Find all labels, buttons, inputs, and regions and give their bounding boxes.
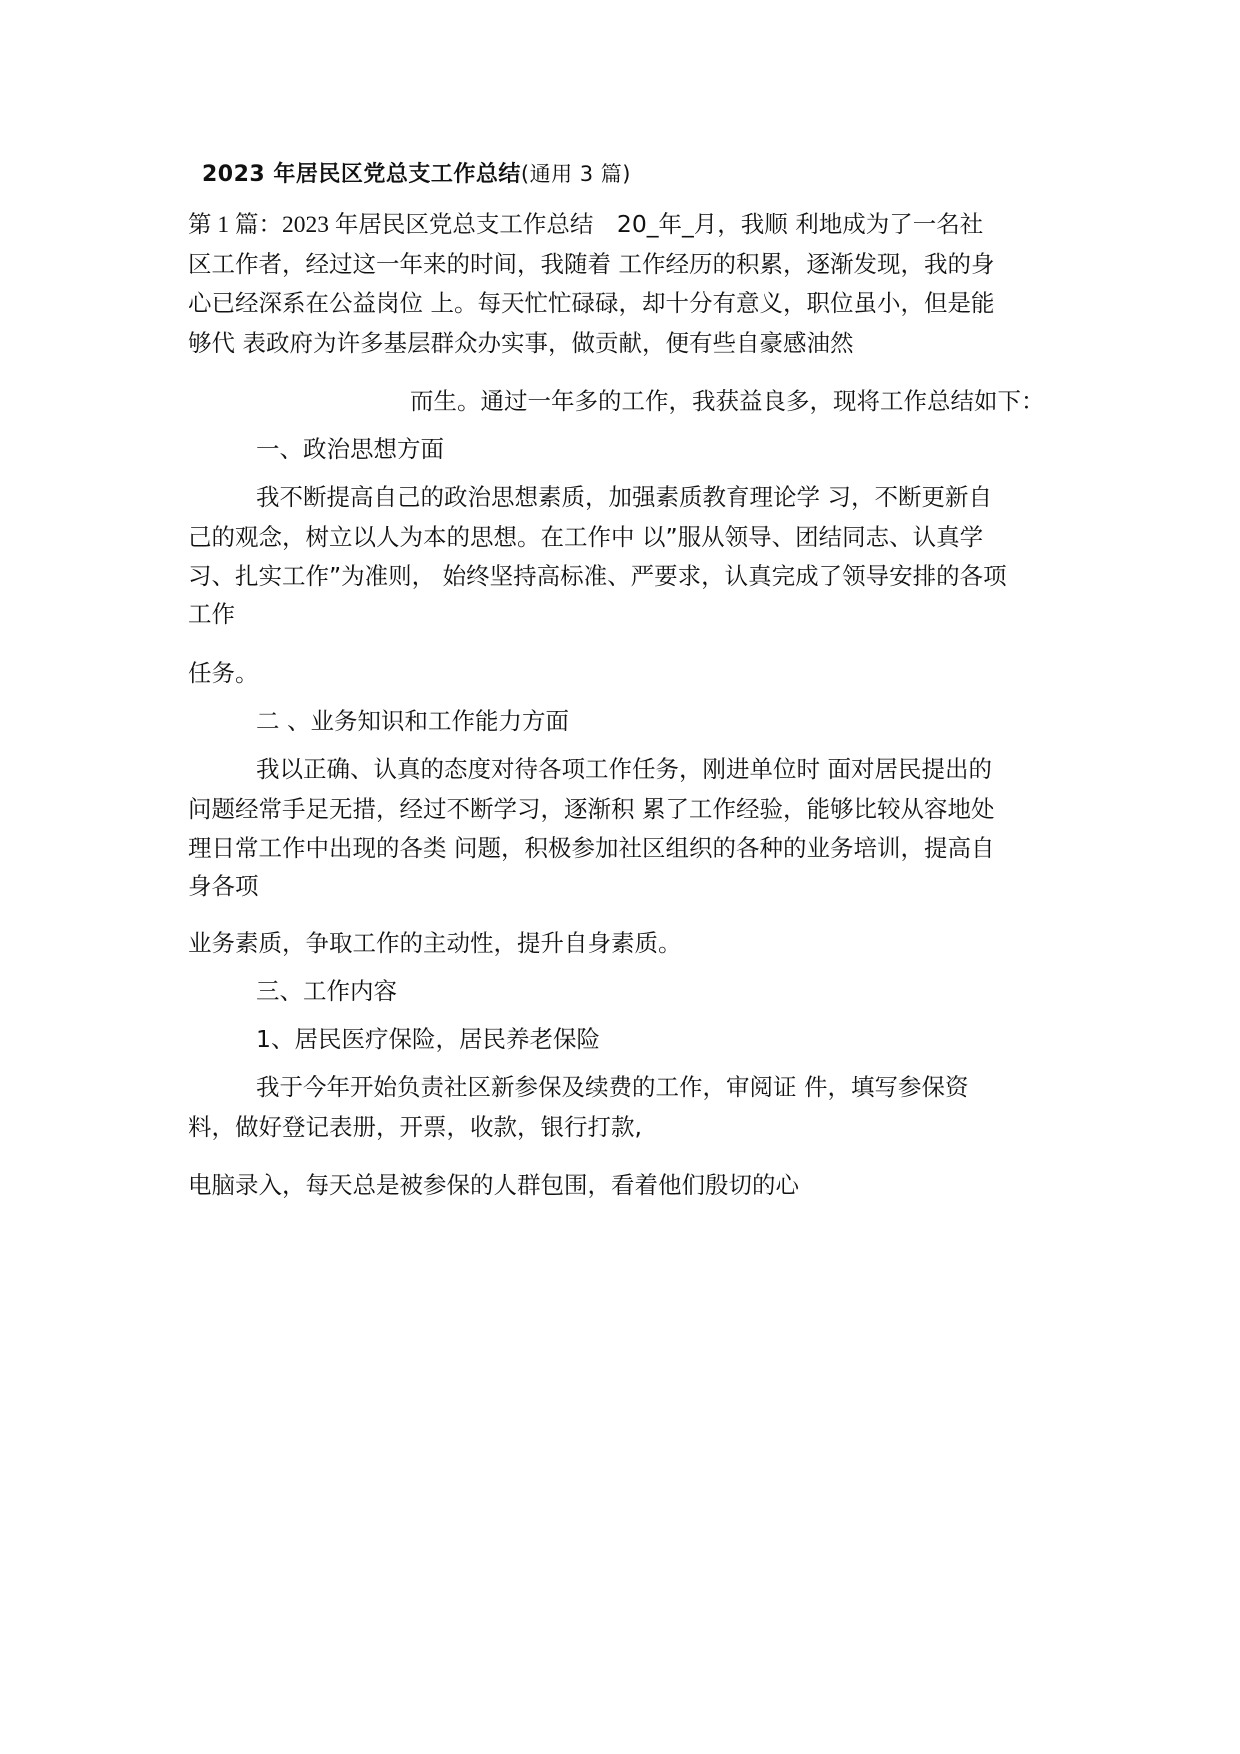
- paragraph-line: 任务。: [188, 659, 259, 687]
- section-heading: 三、工作内容: [256, 977, 397, 1005]
- document-title: [202, 157, 631, 188]
- paragraph-line: 我于今年开始负责社区新参保及续费的工作，审阅证 件，填写参保资: [256, 1073, 969, 1101]
- paragraph-line: 我以正确、认真的态度对待各项工作任务，刚进单位时 面对居民提出的: [256, 755, 992, 783]
- title-main: 2023 年居民区党总支工作总结: [202, 162, 521, 187]
- chapter-label: 第 1 篇：2023 年居民区党总支工作总结: [188, 212, 594, 238]
- paragraph-line: 心已经深系在公益岗位 上。每天忙忙碌碌，却十分有意义，职位虽小，但是能: [188, 289, 995, 317]
- paragraph-line: 我不断提高自己的政治思想素质，加强素质教育理论学 习，不断更新自: [256, 483, 992, 511]
- paragraph-line: 己的观念，树立以人为本的思想。在工作中 以”服从领导、团结同志、认真学: [188, 523, 984, 551]
- title-subtitle: (通用 3 篇): [520, 162, 631, 186]
- section-heading: 二 、业务知识和工作能力方面: [256, 707, 569, 735]
- paragraph-line: 理日常工作中出现的各类 问题，积极参加社区组织的各种的业务培训，提高自: [188, 834, 995, 862]
- paragraph-line: 够代 表政府为许多基层群众办实事，做贡献，便有些自豪感油然: [188, 329, 854, 357]
- paragraph-line: 业务素质，争取工作的主动性，提升自身素质。: [188, 929, 682, 957]
- paragraph-line: 工作: [188, 600, 235, 628]
- paragraph-line: [188, 210, 984, 238]
- paragraph-line: 料，做好登记表册，开票，收款，银行打款,: [188, 1113, 642, 1141]
- paragraph-line: 身各项: [188, 872, 259, 900]
- paragraph-line: 习、扎实工作”为准则， 始终坚持高标准、严要求，认真完成了领导安排的各项: [188, 562, 1007, 590]
- line-text: 20_年_月，我顺 利地成为了一名社: [593, 210, 984, 238]
- section-heading: 一、政治思想方面: [256, 435, 444, 463]
- paragraph-line: 问题经常手足无措，经过不断学习，逐渐积 累了工作经验，能够比较从容地处: [188, 795, 995, 823]
- subsection-heading: 1、居民医疗保险，居民养老保险: [256, 1025, 600, 1053]
- paragraph-line: 而生。通过一年多的工作，我获益良多，现将工作总结如下：: [410, 387, 1045, 415]
- paragraph-line: 电脑录入，每天总是被参保的人群包围，看着他们殷切的心: [188, 1171, 799, 1199]
- paragraph-line: 区工作者，经过这一年来的时间，我随着 工作经历的积累，逐渐发现，我的身: [188, 250, 995, 278]
